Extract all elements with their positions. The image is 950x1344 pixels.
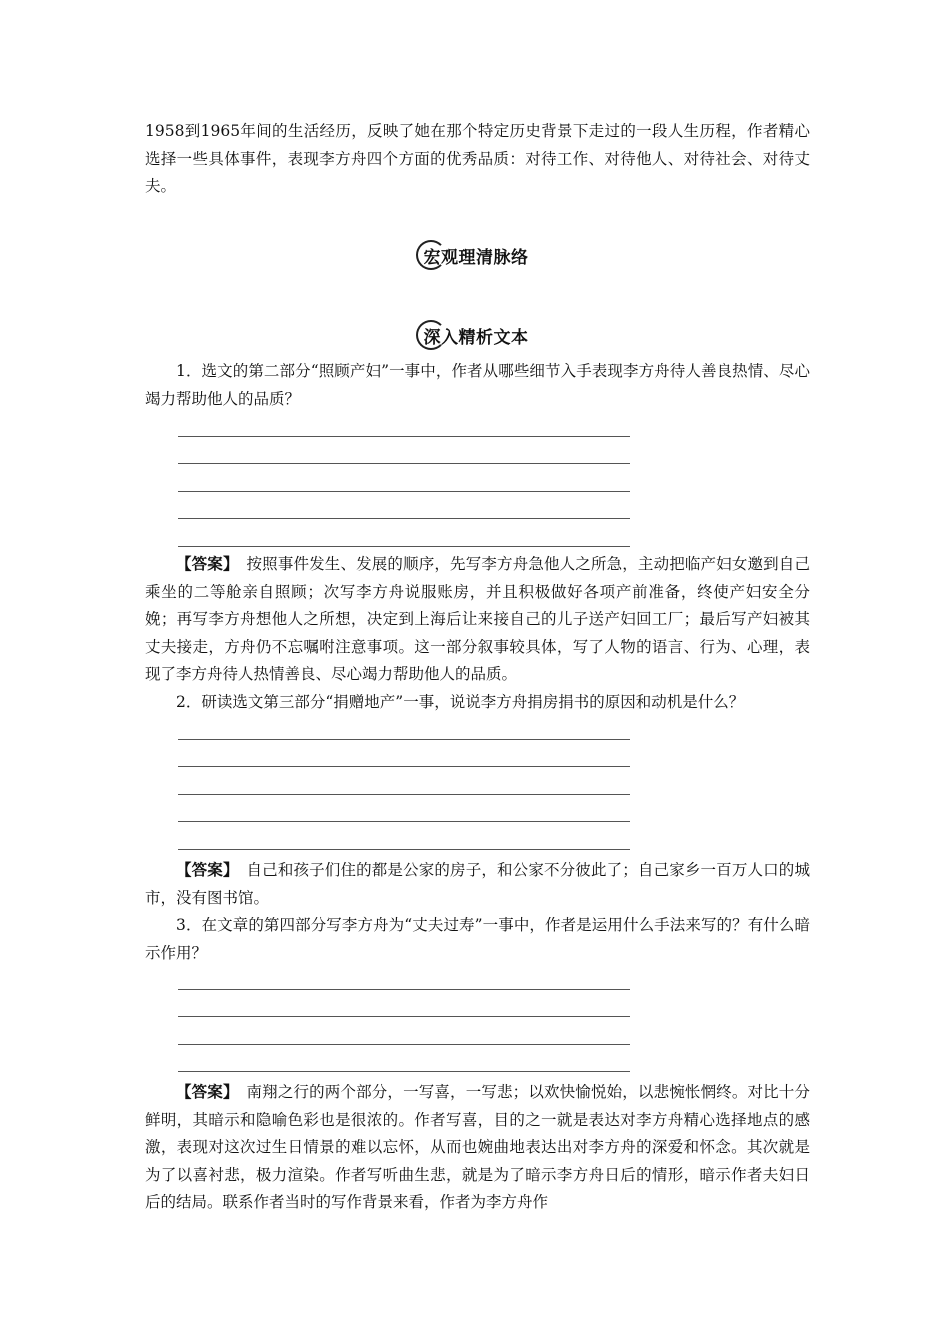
blank-line (178, 767, 630, 795)
section-heading-deep (0, 318, 950, 352)
blank-line (178, 519, 630, 547)
blank-line (178, 740, 630, 768)
blank-line (178, 1017, 630, 1045)
answer-label: 【答案】 (176, 554, 231, 573)
blank-line (178, 437, 630, 465)
answer-2 (145, 856, 810, 912)
answer-label: 【答案】 (176, 1082, 231, 1101)
question-2: 2．研读选文第三部分“捐赠地产”一事，说说李方舟捐房捐书的原因和动机是什么？ (176, 693, 745, 711)
answer-text: 南翔之行的两个部分，一写喜，一写悲；以欢快愉悦始，以悲惋怅惘终。对比十分鲜明，其暗示和隐喻色彩也是很浓的。作者写喜，目的之一就是表达对李方舟精心选择地点的感激，表现对这次过生日情景的难以忘怀，从而也婉曲地表达出对李方舟的深爱和怀念。其次就是为了以喜衬悲，极力渲染。作者写听曲生悲，就是为了暗示李方舟日后的情形，暗示作者夫妇日后的结局。联系作者当时的写作背景来看，作者为李方舟作 (145, 1083, 810, 1211)
answer-lines-2 (178, 712, 630, 850)
blank-line (178, 464, 630, 492)
blank-line (178, 492, 630, 520)
blank-line (178, 409, 630, 437)
answer-1 (145, 550, 810, 689)
answer-label: 【答案】 (176, 860, 231, 879)
blank-line (178, 795, 630, 823)
blank-line (178, 962, 630, 990)
section-heading-macro (0, 238, 950, 272)
answer-lines-3 (178, 962, 630, 1072)
blank-line (178, 990, 630, 1018)
intro-paragraph: 1958到1965年间的生活经历，反映了她在那个特定历史背景下走过的一段人生历程，作者精心选择一些具体事件，表现李方舟四个方面的优秀品质：对待工作、对待他人、对待社会、对待丈夫。 (145, 122, 810, 195)
question-3: 3．在文章的第四部分写李方舟为“丈夫过寿”一事中，作者是运用什么手法来写的？有什么暗示作用？ (145, 916, 810, 962)
answer-text: 自己和孩子们住的都是公家的房子，和公家不分彼此了；自己家乡一百万人口的城市，没有图书馆。 (145, 861, 810, 907)
blank-line (178, 1045, 630, 1073)
question-1: 1．选文的第二部分“照顾产妇”一事中，作者从哪些细节入手表现李方舟待人善良热情、尽心竭力帮助他人的品质？ (145, 362, 810, 408)
blank-line (178, 822, 630, 850)
answer-lines-1 (178, 409, 630, 547)
blank-line (178, 712, 630, 740)
answer-text: 按照事件发生、发展的顺序，先写李方舟急他人之所急，主动把临产妇女邀到自己乘坐的二等舱亲自照顾；次写李方舟说服账房，并且积极做好各项产前准备，终使产妇安全分娩；再写李方舟想他人之所想，决定到上海后让来接自己的儿子送产妇回工厂；最后写产妇被其丈夫接走，方舟仍不忘嘱咐注意事项。这一部分叙事较具体，写了人物的语言、行为、心理，表现了李方舟待人热情善良、尽心竭力帮助他人的品质。 (145, 555, 810, 683)
heading-text: 宏观理清脉络 (423, 247, 529, 268)
heading-text: 深入精析文本 (423, 327, 529, 348)
answer-3 (145, 1078, 810, 1217)
